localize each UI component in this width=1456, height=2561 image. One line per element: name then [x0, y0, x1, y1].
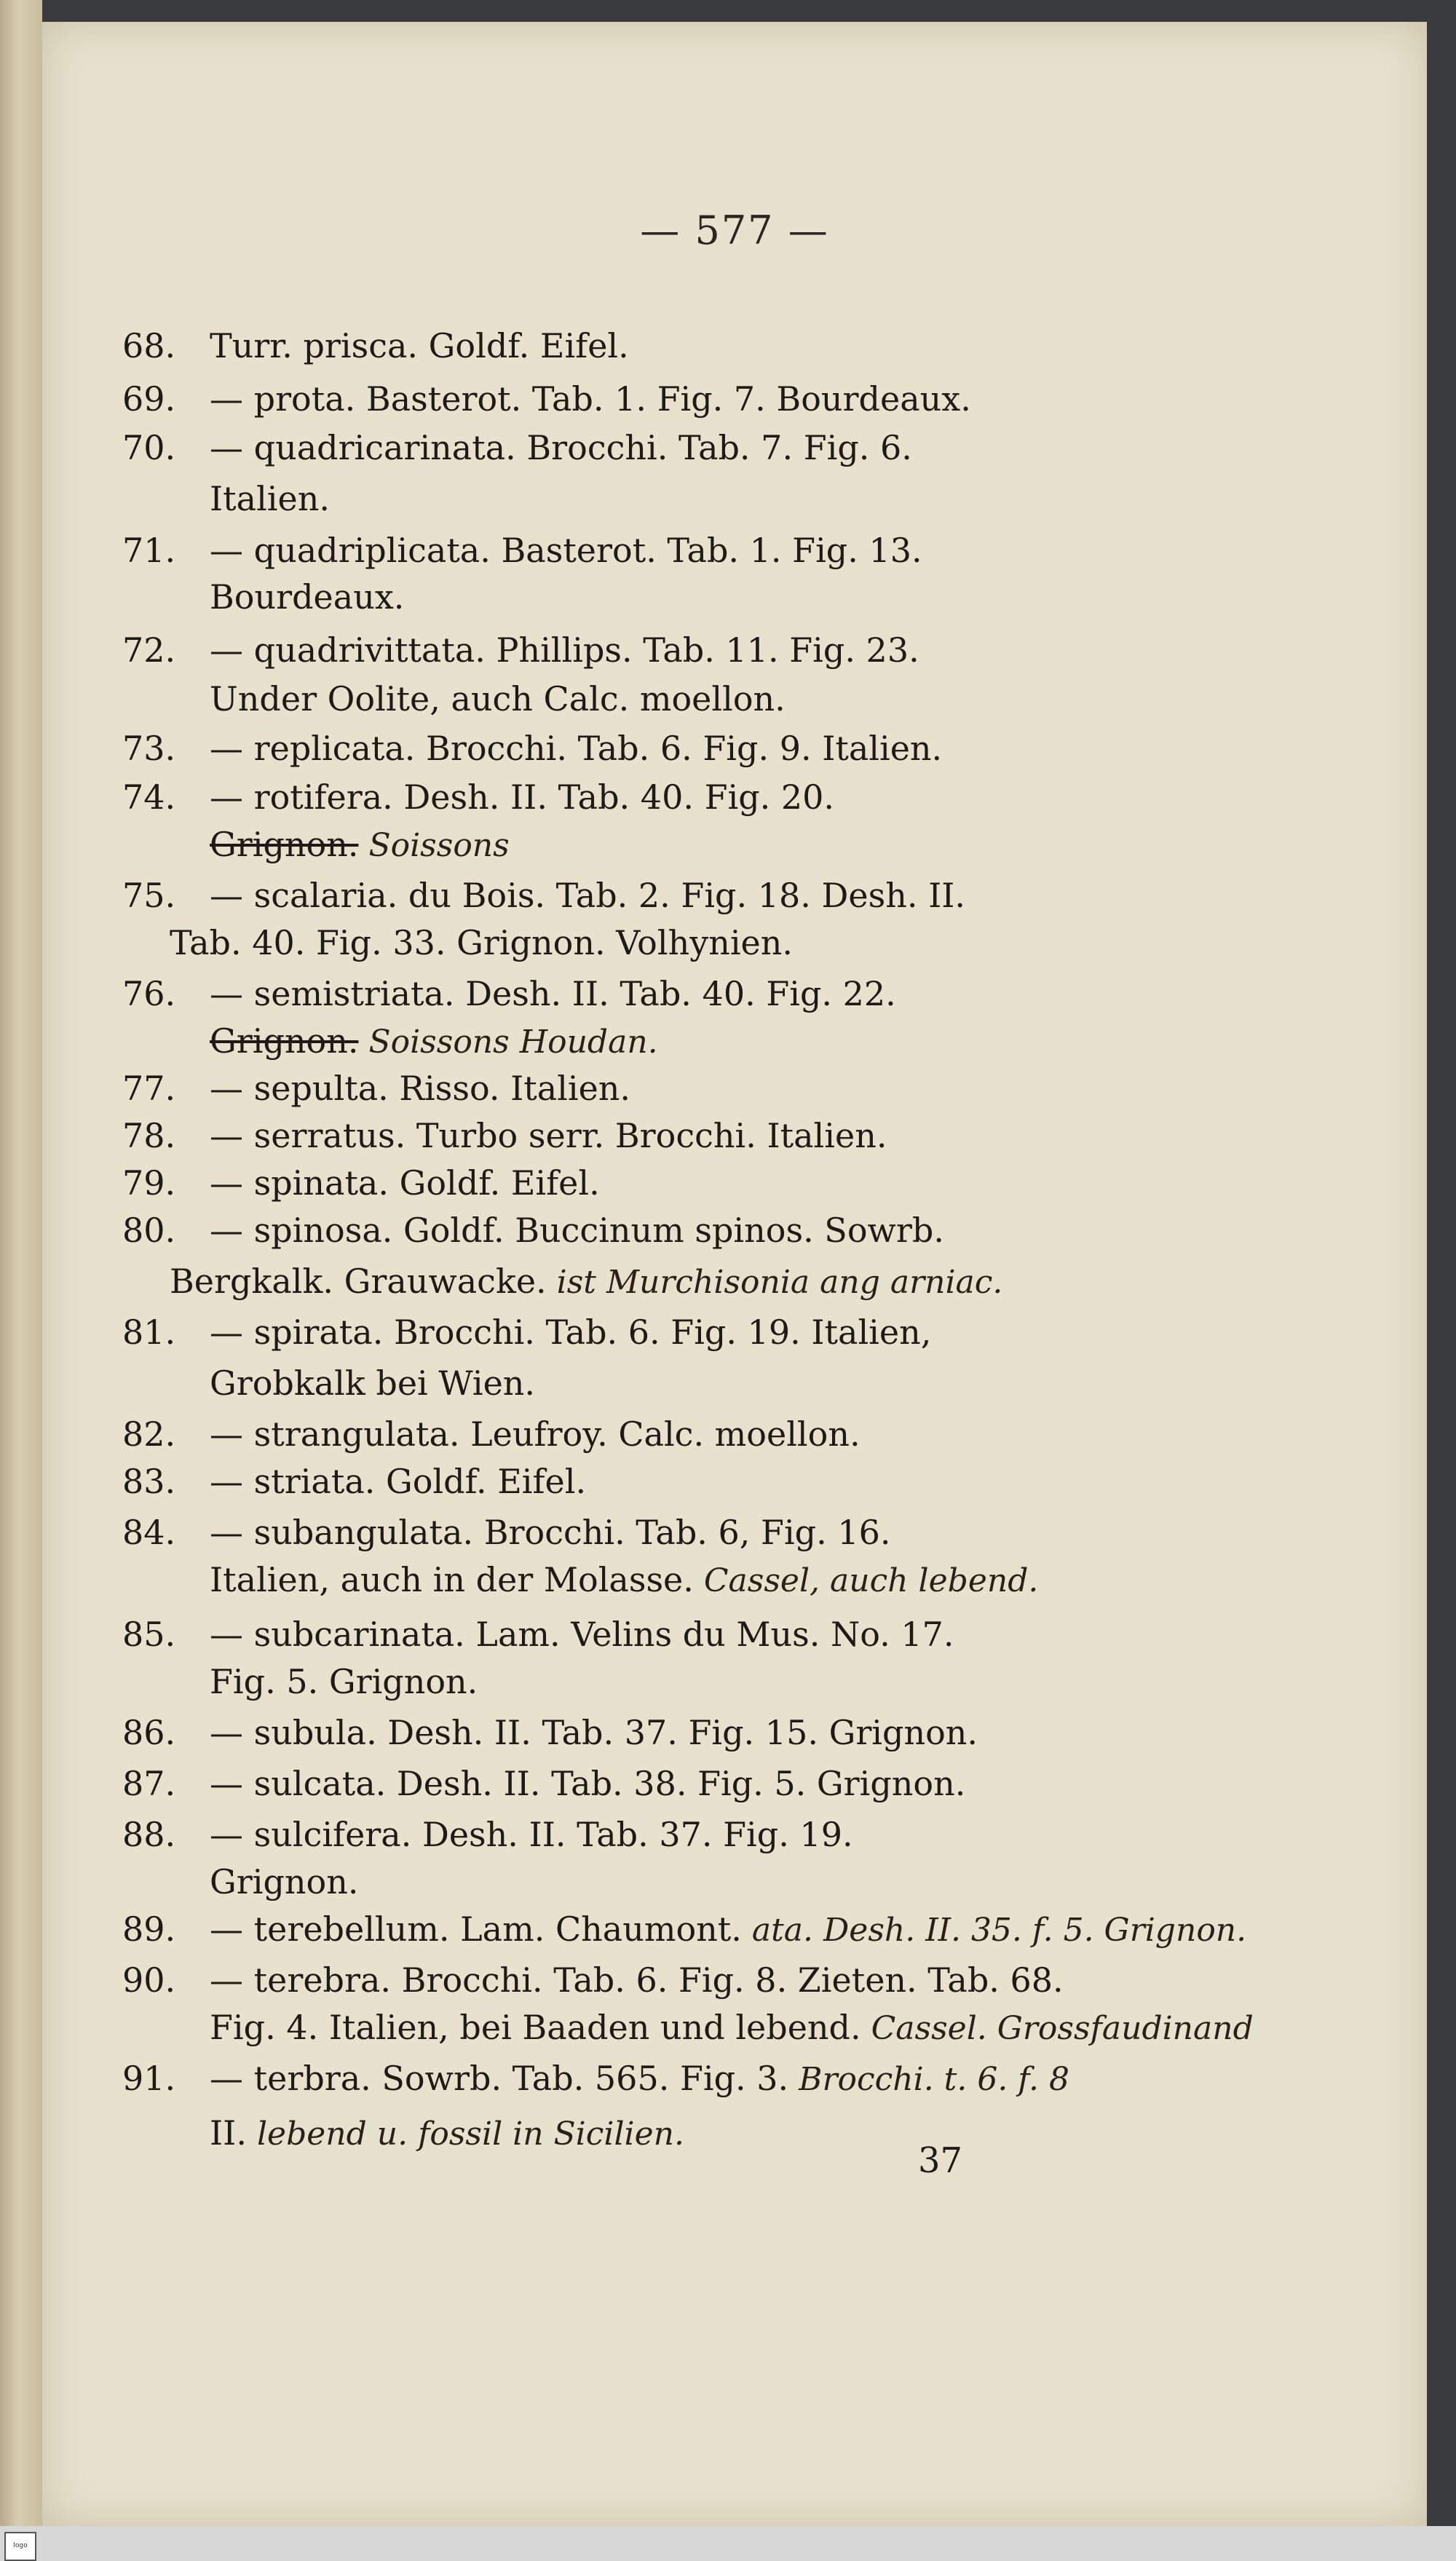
book-page: [42, 22, 1427, 2526]
entry-number: 77.: [122, 1069, 176, 1108]
entry-text: — spinosa. Goldf. Buccinum spinos. Sowrb.: [210, 1211, 944, 1250]
entry-text: II.: [210, 2113, 247, 2153]
entry-number: 91.: [122, 2059, 176, 2098]
entry-text: Tab. 40. Fig. 33. Grignon. Volhynien.: [170, 923, 794, 962]
entry-text: Bergkalk. Grauwacke.: [170, 1262, 547, 1301]
entry-text: Grobkalk bei Wien.: [210, 1363, 536, 1403]
entry-text: — terbra. Sowrb. Tab. 565. Fig. 3.: [210, 2059, 789, 2098]
continuation-line: [210, 2111, 1302, 2155]
book-spine: [0, 0, 42, 2526]
entry-line: [122, 874, 1214, 917]
continuation-line: [170, 1259, 1262, 1303]
entry-number: 84.: [122, 1513, 176, 1552]
entry-text: — scalaria. du Bois. Tab. 2. Fig. 18. Desh. II.: [210, 876, 966, 915]
continuation-line: [210, 1019, 1302, 1063]
entry-number: 71.: [122, 531, 176, 570]
entry-line: [122, 1907, 1247, 1951]
entry-text: — sepulta. Risso. Italien.: [210, 1069, 631, 1108]
entry-line: [122, 1412, 1214, 1456]
continuation-line: [210, 1558, 1302, 1602]
entry-text: — subcarinata. Lam. Velins du Mus. No. 17.: [210, 1615, 954, 1654]
entry-text: — sulcifera. Desh. II. Tab. 37. Fig. 19.: [210, 1815, 853, 1854]
handwritten-note: Brocchi. t. 6. f. 8: [788, 2061, 1069, 2098]
entry-line: [122, 1310, 1214, 1354]
entry-text: — rotifera. Desh. II. Tab. 40. Fig. 20.: [210, 777, 835, 817]
entry-number: 80.: [122, 1211, 176, 1250]
entry-line: [122, 529, 1214, 572]
entry-text: Under Oolite, auch Calc. moellon.: [210, 679, 786, 719]
handwritten-note: Cassel, auch lebend.: [693, 1562, 1039, 1599]
entry-line: [122, 1161, 1214, 1205]
entry-number: 87.: [122, 1764, 176, 1803]
entry-text: — subula. Desh. II. Tab. 37. Fig. 15. Grignon.: [210, 1713, 978, 1752]
entry-text: — strangulata. Leufroy. Calc. moellon.: [210, 1414, 860, 1454]
continuation-line: [210, 477, 1302, 520]
entry-line: [122, 2057, 1214, 2100]
entry-text: — quadriplicata. Basterot. Tab. 1. Fig. 13.: [210, 531, 922, 570]
handwritten-note: ist Murchisonia ang arniac.: [546, 1264, 1003, 1301]
entry-line: [122, 1762, 1214, 1805]
library-logo: logo: [4, 2532, 36, 2561]
entry-text: — sulcata. Desh. II. Tab. 38. Fig. 5. Grignon.: [210, 1764, 966, 1803]
entry-line: [122, 1460, 1214, 1503]
entry-number: 86.: [122, 1713, 176, 1752]
entry-text: Turr. prisca. Goldf. Eifel.: [210, 326, 629, 365]
continuation-line: [210, 677, 1302, 721]
handwritten-note: lebend u. fossil in Sicilien.: [246, 2115, 684, 2153]
entry-number: 79.: [122, 1163, 176, 1203]
entry-text: Grignon.: [210, 825, 359, 864]
entry-number: 81.: [122, 1313, 176, 1352]
continuation-line: [170, 921, 1262, 965]
entry-text: — prota. Basterot. Tab. 1. Fig. 7. Bourdeaux.: [210, 379, 971, 419]
entry-number: 68.: [122, 326, 176, 365]
entry-line: [122, 1511, 1214, 1554]
signature-number: 37: [918, 2140, 963, 2181]
handwritten-note: Cassel. Grossfaudinand: [860, 2010, 1254, 2047]
entry-number: 83.: [122, 1462, 176, 1501]
entry-text: Italien.: [210, 479, 330, 518]
continuation-line: [210, 2006, 1302, 2049]
entry-number: 72.: [122, 630, 176, 670]
entry-line: [122, 324, 1214, 368]
entry-text: — spinata. Goldf. Eifel.: [210, 1163, 600, 1203]
continuation-line: [210, 575, 1302, 619]
entry-line: [122, 1114, 1214, 1157]
entry-number: 70.: [122, 428, 176, 467]
page-header: — 577 —: [640, 207, 829, 253]
entry-text: Grignon.: [210, 1862, 359, 1901]
viewer-footer: [0, 2526, 1456, 2561]
entry-line: [122, 1813, 1214, 1856]
entry-line: [122, 1208, 1214, 1252]
entry-number: 78.: [122, 1116, 176, 1155]
entry-line: [122, 1612, 1214, 1656]
entry-text: Fig. 5. Grignon.: [210, 1662, 478, 1701]
entry-line: [122, 972, 1214, 1016]
entry-text: Grignon.: [210, 1021, 359, 1061]
handwritten-note: Soissons: [358, 827, 510, 864]
continuation-line: [210, 1660, 1302, 1703]
entry-text: — semistriata. Desh. II. Tab. 40. Fig. 22.: [210, 974, 896, 1013]
entry-number: 76.: [122, 974, 176, 1013]
entry-line: [122, 727, 1214, 770]
entry-line: [122, 628, 1214, 672]
entry-text: — serratus. Turbo serr. Brocchi. Italien.: [210, 1116, 887, 1155]
entry-line: [122, 1066, 1214, 1110]
entry-number: 73.: [122, 729, 176, 768]
entry-text: Fig. 4. Italien, bei Baaden und lebend.: [210, 2008, 861, 2047]
entry-number: 74.: [122, 777, 176, 817]
handwritten-note: Soissons Houdan.: [358, 1024, 658, 1061]
entry-number: 90.: [122, 1960, 176, 2000]
entry-text: — striata. Goldf. Eifel.: [210, 1462, 587, 1501]
entry-text: — spirata. Brocchi. Tab. 6. Fig. 19. Italien,: [210, 1313, 932, 1352]
continuation-line: [210, 823, 1302, 866]
entry-line: [122, 775, 1214, 819]
entry-line: [122, 1958, 1214, 2002]
entry-text: — subangulata. Brocchi. Tab. 6, Fig. 16.: [210, 1513, 891, 1552]
entry-text: — replicata. Brocchi. Tab. 6. Fig. 9. Italien.: [210, 729, 943, 768]
handwritten-note: ata. Desh. II. 35. f. 5. Grignon.: [741, 1912, 1247, 1949]
entry-line: [122, 1711, 1214, 1754]
entry-number: 69.: [122, 379, 176, 419]
entry-line: [122, 377, 1214, 421]
continuation-line: [210, 1361, 1302, 1405]
entry-number: 75.: [122, 876, 176, 915]
entry-number: 89.: [122, 1909, 176, 1949]
entry-text: — terebellum. Lam. Chaumont.: [210, 1909, 742, 1949]
entry-text: — terebra. Brocchi. Tab. 6. Fig. 8. Zieten. Tab. 68.: [210, 1960, 1064, 2000]
continuation-line: [210, 1860, 1302, 1904]
entry-number: 88.: [122, 1815, 176, 1854]
entry-number: 82.: [122, 1414, 176, 1454]
entry-text: Bourdeaux.: [210, 577, 405, 617]
entry-text: — quadrivittata. Phillips. Tab. 11. Fig. 23.: [210, 630, 919, 670]
entry-line: [122, 426, 1214, 470]
entry-text: Italien, auch in der Molasse.: [210, 1560, 694, 1599]
entry-number: 85.: [122, 1615, 176, 1654]
entry-text: — quadricarinata. Brocchi. Tab. 7. Fig. 6.: [210, 428, 912, 467]
